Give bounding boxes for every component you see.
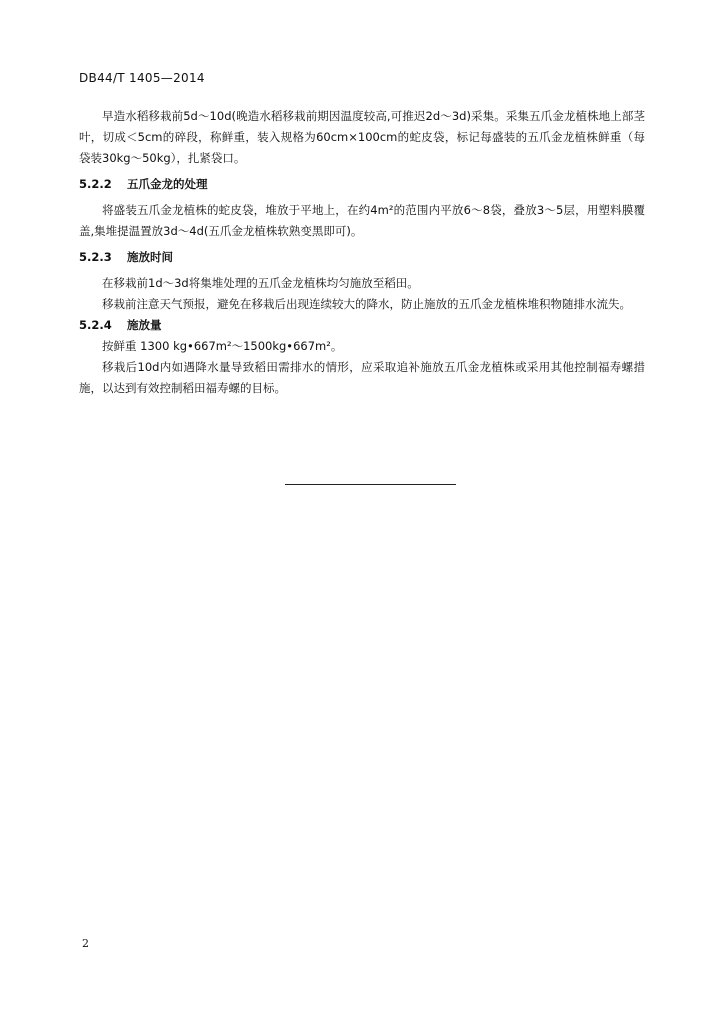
- section-5-2-4-paragraph-1: 按鲜重 1300 kg•667m²～1500kg•667m²。: [102, 339, 343, 353]
- page-number: 2: [82, 937, 89, 950]
- section-heading-5-2-2: [79, 174, 645, 195]
- section-number: 5.2.2: [79, 177, 112, 191]
- intro-paragraph: 早造水稻移栽前5d～10d(晚造水稻移栽前期因温度较高,可推迟2d～3d)采集。采集五爪金龙植株地上部茎叶，切成＜5cm的碎段，称鲜重，装入规格为60cm×100cm的蛇皮袋，标记每盛装的五爪金龙植株鲜重（每袋装30kg～50kg），扎紧袋口。: [79, 109, 645, 165]
- section-5-2-3-paragraph-2: 移栽前注意天气预报，避免在移栽后出现连续较大的降水，防止施放的五爪金龙植株堆积物随排水流失。: [102, 297, 631, 311]
- section-5-2-3-paragraph-1: 在移栽前1d～3d将集堆处理的五爪金龙植株均匀施放至稻田。: [102, 276, 419, 290]
- document-code-header: DB44/T 1405—2014: [79, 71, 205, 85]
- section-5-2-2-paragraph: 将盛装五爪金龙植株的蛇皮袋，堆放于平地上，在约4m²的范围内平放6～8袋，叠放3～5层，用塑料膜覆盖,集堆提温置放3d～4d(五爪金龙植株软熟变黑即可)。: [79, 203, 646, 238]
- section-heading-5-2-4: [79, 315, 645, 336]
- section-heading-5-2-3: [79, 247, 645, 268]
- section-5-2-4-paragraph-2: 移栽后10d内如遇降水量导致稻田需排水的情形，应采取追补施放五爪金龙植株或采用其他控制福寿螺措施，以达到有效控制稻田福寿螺的目标。: [79, 360, 645, 395]
- section-title: 施放量: [127, 318, 162, 332]
- section-title: 五爪金龙的处理: [127, 177, 208, 191]
- section-number: 5.2.3: [79, 250, 112, 264]
- end-of-document-rule: [285, 484, 456, 485]
- section-title: 施放时间: [127, 250, 173, 264]
- section-number: 5.2.4: [79, 318, 112, 332]
- document-body: [79, 106, 645, 399]
